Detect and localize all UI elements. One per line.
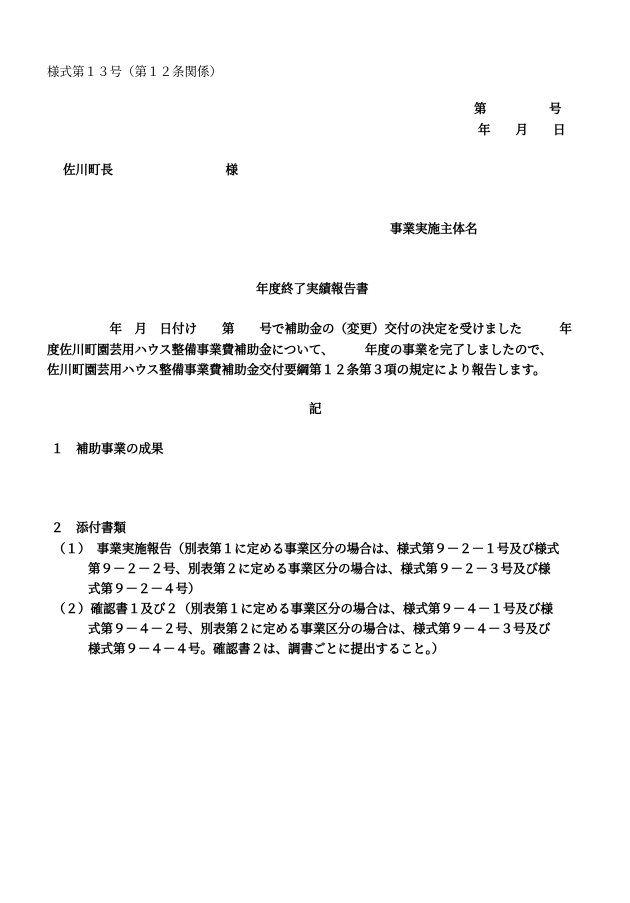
section-2-title: ２ 添付書類	[51, 520, 127, 535]
section-1-title: １ 補助事業の成果	[51, 441, 164, 456]
attachment-item-1-line-3: 式第９－２－４号）	[88, 581, 201, 596]
body-line-3: 佐川町園芸用ハウス整備事業費補助金交付要綱第１２条第３項の規定により報告します。	[47, 362, 546, 377]
date-label: 年 月 日	[478, 122, 566, 137]
attachment-item-2-line-3: 様式第９－４－４号。確認書２は、調書ごとに提出すること。）	[88, 641, 445, 656]
ki-heading: 記	[309, 401, 322, 416]
form-number: 様式第１３号（第１２条関係）	[47, 64, 223, 79]
attachment-item-2-line-2: 式第９－４－２号、別表第２に定める事業区分の場合は、様式第９－４－３号及び	[88, 621, 551, 636]
attachment-item-1-line-1: （１） 事業実施報告（別表第１に定める事業区分の場合は、様式第９－２－１号及び様式	[53, 541, 560, 556]
sender-label: 事業実施主体名	[390, 221, 478, 236]
document-number-label: 第 号	[474, 101, 562, 116]
attachment-item-2-line-1: （２）確認書１及び２（別表第１に定める事業区分の場合は、様式第９－４－１号及び様	[53, 601, 554, 616]
body-line-1: 年 月 日付け 第 号で補助金の（変更）交付の決定を受けました 年	[47, 321, 573, 336]
addressee-name: 佐川町長 様	[63, 162, 239, 177]
attachment-item-1-line-2: 第９－２－２号、別表第２に定める事業区分の場合は、様式第９－２－３号及び様	[88, 561, 551, 576]
body-line-2: 度佐川町園芸用ハウス整備事業費補助金について、 年度の事業を完了しましたので、	[47, 342, 553, 357]
document-title: 年度終了実績報告書	[256, 281, 369, 296]
